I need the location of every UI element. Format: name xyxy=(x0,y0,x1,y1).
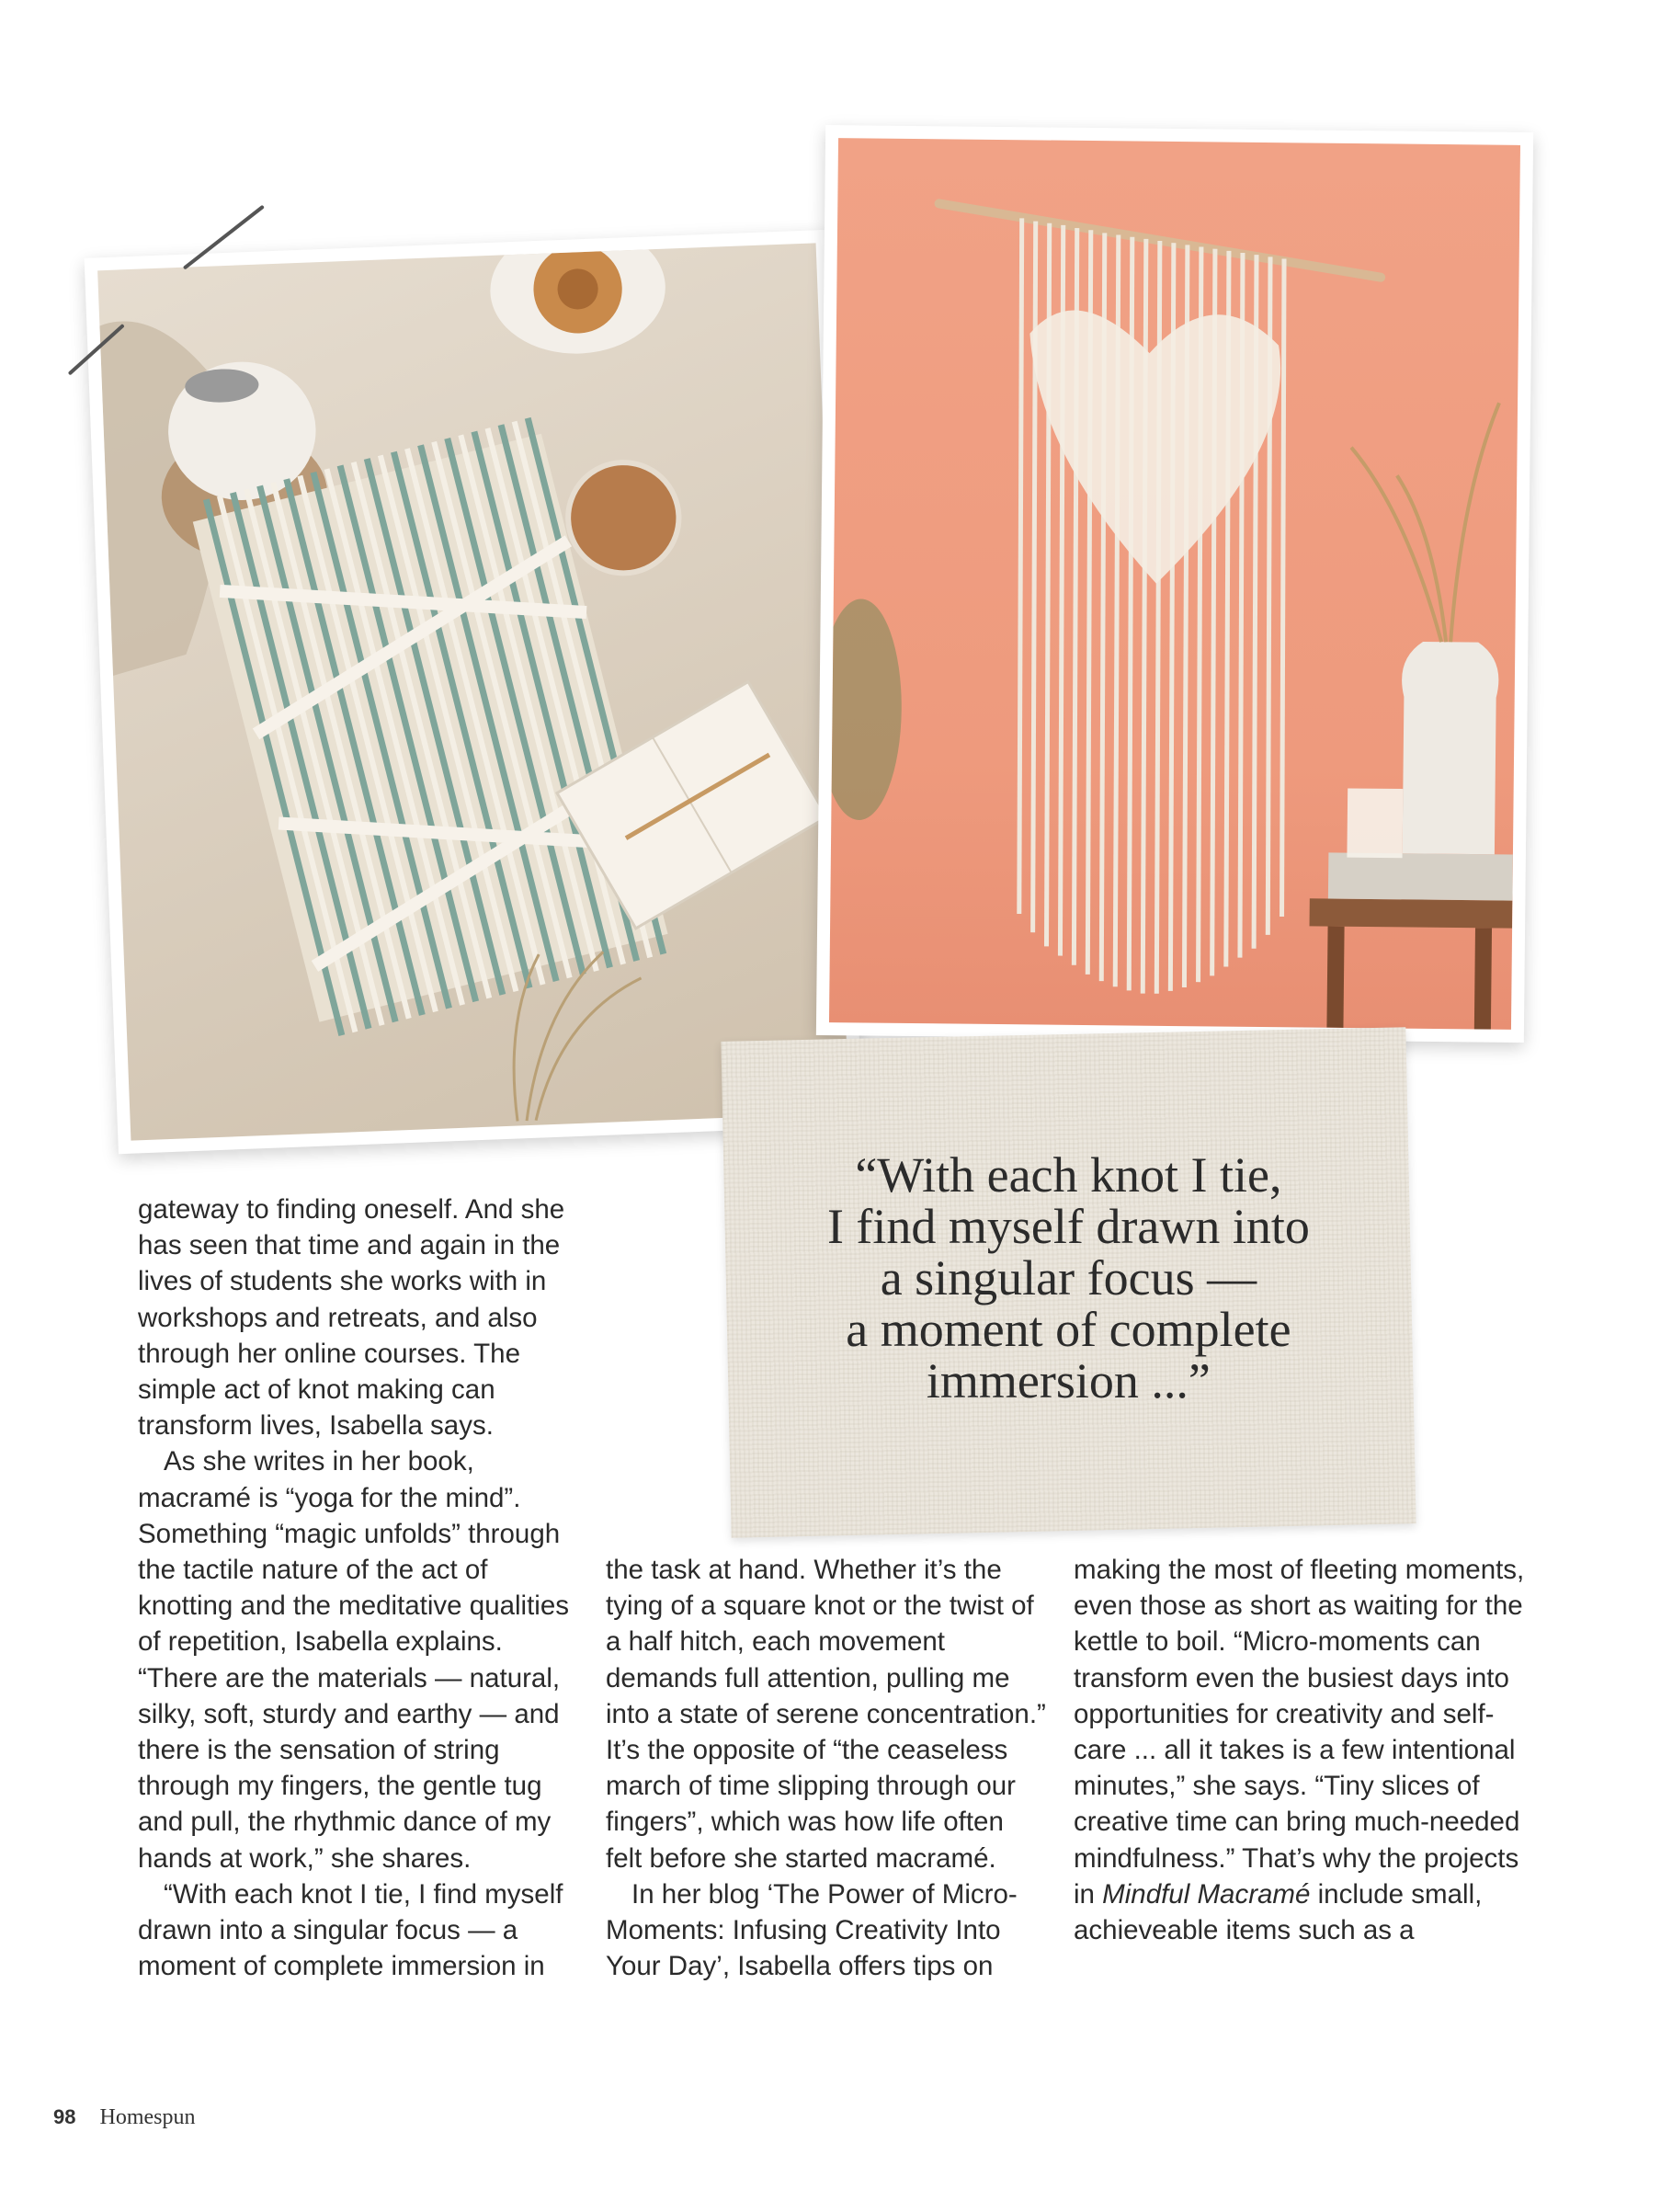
body-column-2 xyxy=(606,1552,1047,1984)
body-column-3 xyxy=(1074,1552,1533,1948)
table-runner-image xyxy=(97,243,849,1140)
page-footer xyxy=(53,2105,195,2130)
wall-hanging-image xyxy=(829,138,1520,1030)
table-runner-illustration xyxy=(97,243,849,1140)
paragraph: In her blog ‘The Power of Micro-Moments: Infusing Creativity Into Your Day’, Isabella offers tips on xyxy=(606,1878,1018,1982)
text-run: include small, achieveable items such as a xyxy=(1074,1878,1483,1946)
magazine-name: Homespun xyxy=(99,2105,196,2129)
photo-wall-hanging xyxy=(816,125,1533,1043)
book-title: Mindful Macramé xyxy=(1102,1878,1311,1910)
wall-hanging-illustration xyxy=(829,138,1520,1030)
text-run: making the most of fleeting moments, even those as short as waiting for the kettle to boil. “Micro-moments can transform even the busiest days into opportunities for creativity and self-care ... all it takes is a few intentional minutes,” she says. “Tiny slices of creative time can bring much-needed mindfulness.” That’s why the projects in xyxy=(1074,1555,1525,1910)
paragraph: gateway to finding oneself. And she has seen that time and again in the lives of students she works with in workshops and retreats, and also through her online courses. The simple act of knot making can transform lives, Isabella says. xyxy=(138,1194,565,1442)
paragraph xyxy=(1074,1552,1533,1948)
photo-table-runner xyxy=(85,230,863,1154)
paragraph: As she writes in her book, macramé is “yoga for the mind”. Something “magic unfolds” through the tactile nature of the act of knotting and the meditative qualities of repetition, Isabella explains. “There are the materials — natural, silky, soft, sturdy and earthy — and there is the sensation of string through my fingers, the gentle tug and pull, the rhythmic dance of my hands at work,” she shares. xyxy=(138,1446,570,1874)
body-column-1 xyxy=(138,1192,579,1984)
page-number: 98 xyxy=(53,2105,76,2128)
paragraph: the task at hand. Whether it’s the tying of a square knot or the twist of a half hitch, each movement demands full attention, pulling me into a state of serene concentration.” It’s the opposite of “the ceaseless march of time slipping through our fingers”, which was how life often felt before she started macramé. xyxy=(606,1555,1046,1874)
pull-quote: “With each knot I tie, I find myself drawn into a singular focus — a moment of complete immersion ...” xyxy=(826,1147,1310,1409)
pull-quote-card xyxy=(721,1027,1416,1537)
paragraph: “With each knot I tie, I find myself drawn into a singular focus — a moment of complete immersion in xyxy=(138,1878,563,1982)
